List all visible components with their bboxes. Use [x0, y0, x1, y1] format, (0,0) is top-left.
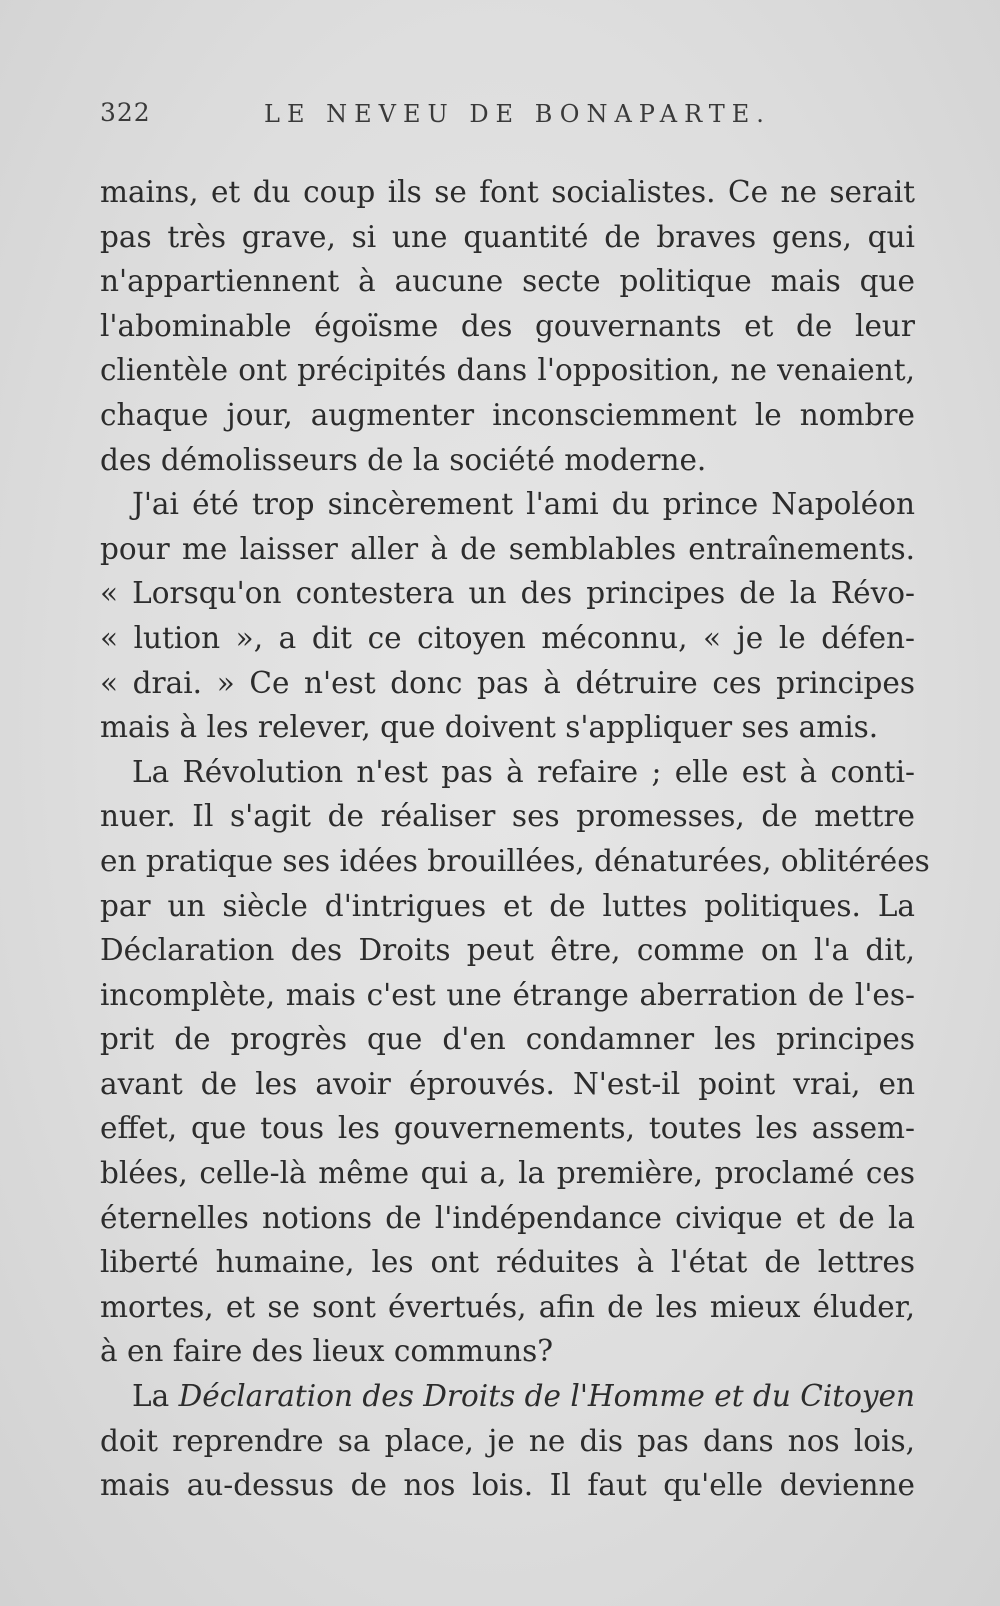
text-line: à en faire des lieux communs? [100, 1334, 554, 1369]
text-line: mortes, et se sont évertués, afin de les mieux éluder, [100, 1289, 915, 1324]
text-line: J'ai été trop sincèrement l'ami du prince Napoléon [132, 487, 915, 522]
text-line: mais à les relever, que doivent s'appliquer ses amis. [100, 710, 879, 745]
text-line: « drai. » Ce n'est donc pas à détruire ces principes [100, 665, 915, 700]
paragraph [100, 750, 930, 1374]
italic-title: Déclaration des Droits de l'Homme et du Citoyen [178, 1379, 915, 1414]
body-text [100, 170, 930, 1508]
text-line: prit de progrès que d'en condamner les principes [100, 1022, 915, 1057]
paragraph [100, 1374, 915, 1508]
text-line: effet, que tous les gouvernements, toutes les assem- [100, 1111, 915, 1146]
text-line: mais au-dessus de nos lois. Il faut qu'elle devienne [100, 1468, 915, 1503]
paragraph [100, 482, 915, 750]
text-line: avant de les avoir éprouvés. N'est-il point vrai, en [100, 1066, 915, 1101]
text-run: La [132, 1379, 179, 1414]
text-line: pour me laisser aller à de semblables entraînements. [100, 531, 915, 566]
text-line: « lution », a dit ce citoyen méconnu, « je le défen- [100, 620, 915, 655]
text-line [100, 1374, 915, 1419]
text-line: incomplète, mais c'est une étrange aberration de l'es- [100, 977, 915, 1012]
page-header [100, 98, 920, 138]
text-line: La Révolution n'est pas à refaire ; elle est à conti- [132, 754, 915, 789]
text-line: « Lorsqu'on contestera un des principes de la Révo- [100, 576, 915, 611]
text-line: par un siècle d'intrigues et de luttes politiques. La [100, 888, 915, 923]
text-line: nuer. Il s'agit de réaliser ses promesses, de mettre [100, 799, 915, 834]
text-line: mains, et du coup ils se font socialistes. Ce ne serait [100, 175, 915, 209]
running-title: LE NEVEU DE BONAPARTE. [264, 100, 771, 128]
text-line: en pratique ses idées brouillées, dénaturées, oblitérées [100, 843, 930, 878]
text-line: l'abominable égoïsme des gouvernants et de leur [100, 308, 915, 343]
text-line: pas très grave, si une quantité de braves gens, qui [100, 219, 915, 254]
text-line: doit reprendre sa place, je ne dis pas dans nos lois, [100, 1423, 915, 1458]
text-line: liberté humaine, les ont réduites à l'état de lettres [100, 1245, 915, 1280]
text-line: blées, celle-là même qui a, la première, proclamé ces [100, 1156, 915, 1191]
paragraph [100, 170, 915, 482]
text-line: clientèle ont précipités dans l'opposition, ne venaient, [100, 353, 915, 388]
text-line: Déclaration des Droits peut être, comme on l'a dit, [100, 933, 915, 968]
text-line: chaque jour, augmenter inconsciemment le nombre [100, 397, 915, 432]
text-line: des démolisseurs de la société moderne. [100, 442, 707, 477]
text-line: éternelles notions de l'indépendance civique et de la [100, 1200, 915, 1235]
page-number: 322 [100, 98, 151, 127]
text-line: n'appartiennent à aucune secte politique mais que [100, 264, 915, 299]
